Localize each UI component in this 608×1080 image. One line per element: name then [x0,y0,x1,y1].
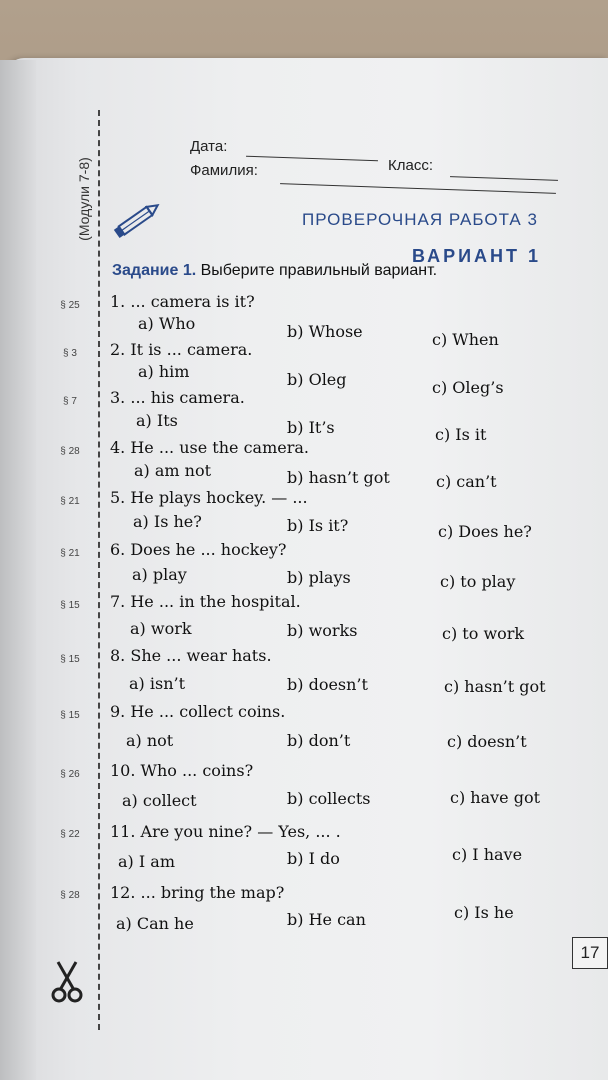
section-ref: § 21 [60,496,80,507]
option-b[interactable]: b) works [287,621,358,640]
option-c[interactable]: c) hasn’t got [444,677,546,696]
option-a[interactable]: a) play [132,565,187,584]
section-ref: § 21 [60,548,80,559]
modules-label: (Модули 7-8) [76,157,92,241]
section-ref: § 25 [60,300,80,311]
question-text: 10. Who ... coins? [110,761,254,780]
task-heading [112,262,437,280]
option-a[interactable]: a) Who [138,314,196,333]
option-c[interactable]: c) doesn’t [447,732,527,751]
option-b[interactable]: b) Oleg [287,370,347,389]
option-c[interactable]: c) to play [440,572,516,591]
option-b[interactable]: b) It’s [287,418,335,437]
option-c[interactable]: c) I have [452,845,523,864]
option-c[interactable]: c) Is it [435,425,487,444]
option-b[interactable]: b) He can [287,910,366,929]
page-number: 17 [572,937,608,969]
date-label: Дата: [190,138,228,155]
option-b[interactable]: b) don’t [287,731,351,750]
option-a[interactable]: a) Is he? [133,512,202,531]
section-ref: § 28 [60,446,80,457]
surname-label: Фамилия: [190,162,258,179]
option-c[interactable]: c) have got [450,788,541,807]
option-b[interactable]: b) Whose [287,322,363,341]
side-label [44,145,104,265]
class-label: Класс: [388,157,433,174]
option-a[interactable]: a) I am [118,852,175,871]
section-ref: § 7 [63,396,77,407]
option-a[interactable]: a) Its [136,411,178,430]
question-text: 5. He plays hockey. — ... [110,488,308,507]
question-text: 9. He ... collect coins. [110,702,286,721]
option-b[interactable]: b) hasn’t got [287,468,390,487]
option-b[interactable]: b) doesn’t [287,675,368,694]
option-c[interactable]: c) Does he? [438,522,532,541]
option-a[interactable]: a) isn’t [129,674,186,693]
option-b[interactable]: b) Is it? [287,516,349,535]
question-text: 7. He ... in the hospital. [110,592,301,611]
section-ref: § 15 [60,600,80,611]
question-text: 4. He ... use the camera. [110,438,309,457]
option-c[interactable]: c) Is he [454,903,514,922]
task-label: Задание 1. [112,262,197,279]
option-a[interactable]: a) work [130,619,192,638]
question-text: 2. It is ... camera. [110,340,253,359]
question-text: 1. ... camera is it? [110,292,255,311]
option-b[interactable]: b) plays [287,568,351,587]
question-text: 12. ... bring the map? [110,883,285,902]
section-ref: § 3 [63,348,77,359]
section-ref: § 22 [60,829,80,840]
option-a[interactable]: a) collect [122,791,197,810]
task-instruction: Выберите правильный вариант. [200,262,438,279]
option-c[interactable]: c) When [432,330,499,349]
option-a[interactable]: a) him [138,362,190,381]
page-binding [0,60,36,1080]
scissors-icon [50,960,84,1004]
section-ref: § 26 [60,769,80,780]
question-text: 6. Does he ... hockey? [110,540,287,559]
option-a[interactable]: a) Can he [116,914,194,933]
question-text: 11. Are you nine? — Yes, ... . [110,822,341,841]
section-ref: § 15 [60,654,80,665]
option-a[interactable]: a) am not [134,461,212,480]
option-c[interactable]: c) can’t [436,472,497,491]
section-ref: § 28 [60,890,80,901]
section-ref: § 15 [60,710,80,721]
question-text: 8. She ... wear hats. [110,646,272,665]
pencil-icon [112,198,164,240]
option-a[interactable]: a) not [126,731,174,750]
variant-label: ВАРИАНТ 1 [412,246,542,266]
option-c[interactable]: c) Oleg’s [432,378,504,397]
option-b[interactable]: b) collects [287,789,371,808]
option-b[interactable]: b) I do [287,849,340,868]
option-c[interactable]: c) to work [442,624,525,643]
test-title: ПРОВЕРОЧНАЯ РАБОТА 3 [302,210,538,229]
question-text: 3. ... his camera. [110,388,245,407]
